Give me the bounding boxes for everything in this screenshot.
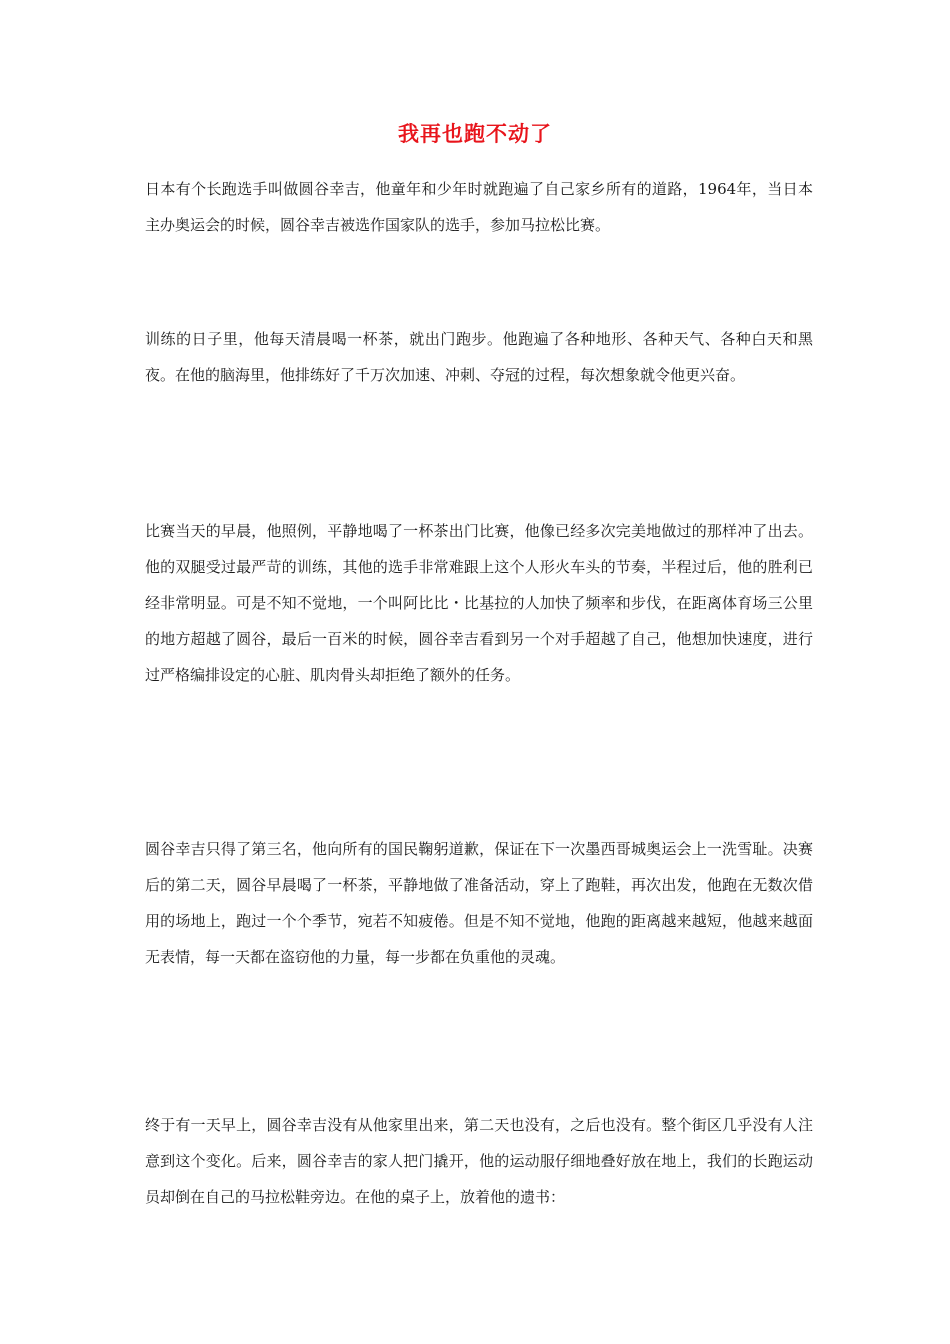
- page-title: 我再也跑不动了: [398, 122, 552, 146]
- paragraph-2: 训练的日子里，他每天清晨喝一杯茶，就出门跑步。他跑遍了各种地形、各种天气、各种白天和黑夜。在他的脑海里，他排练好了千万次加速、冲刺、夺冠的过程，每次想象就令他更兴奋。: [145, 330, 813, 384]
- paragraph-3: 比赛当天的早晨，他照例，平静地喝了一杯茶出门比赛，他像已经多次完美地做过的那样冲了出去。他的双腿受过最严苛的训练，其他的选手非常难跟上这个人形火车头的节奏，半程过后，他的胜利已经非常明显。可是不知不觉地，一个叫阿比比・比基拉的人加快了频率和步伐，在距离体育场三公里的地方超越了圆谷，最后一百米的时候，圆谷幸吉看到另一个对手超越了自己，他想加快速度，进行过严格编排设定的心脏、肌肉骨头却拒绝了额外的任务。: [145, 522, 813, 684]
- paragraph-5: 终于有一天早上，圆谷幸吉没有从他家里出来，第二天也没有，之后也没有。整个街区几乎没有人注意到这个变化。后来，圆谷幸吉的家人把门撬开，他的运动服仔细地叠好放在地上，我们的长跑运动员却倒在自己的马拉松鞋旁边。在他的桌子上，放着他的遗书：: [145, 1116, 813, 1206]
- paragraph-4: 圆谷幸吉只得了第三名，他向所有的国民鞠躬道歉，保证在下一次墨西哥城奥运会上一洗雪耻。决赛后的第二天，圆谷早晨喝了一杯茶，平静地做了准备活动，穿上了跑鞋，再次出发，他跑在无数次借用的场地上，跑过一个个季节，宛若不知疲倦。但是不知不觉地，他跑的距离越来越短，他越来越面无表情，每一天都在盗窃他的力量，每一步都在负重他的灵魂。: [145, 840, 813, 966]
- paragraph-1: 日本有个长跑选手叫做圆谷幸吉，他童年和少年时就跑遍了自己家乡所有的道路，1964年，当日本主办奥运会的时候，圆谷幸吉被选作国家队的选手，参加马拉松比赛。: [145, 180, 813, 234]
